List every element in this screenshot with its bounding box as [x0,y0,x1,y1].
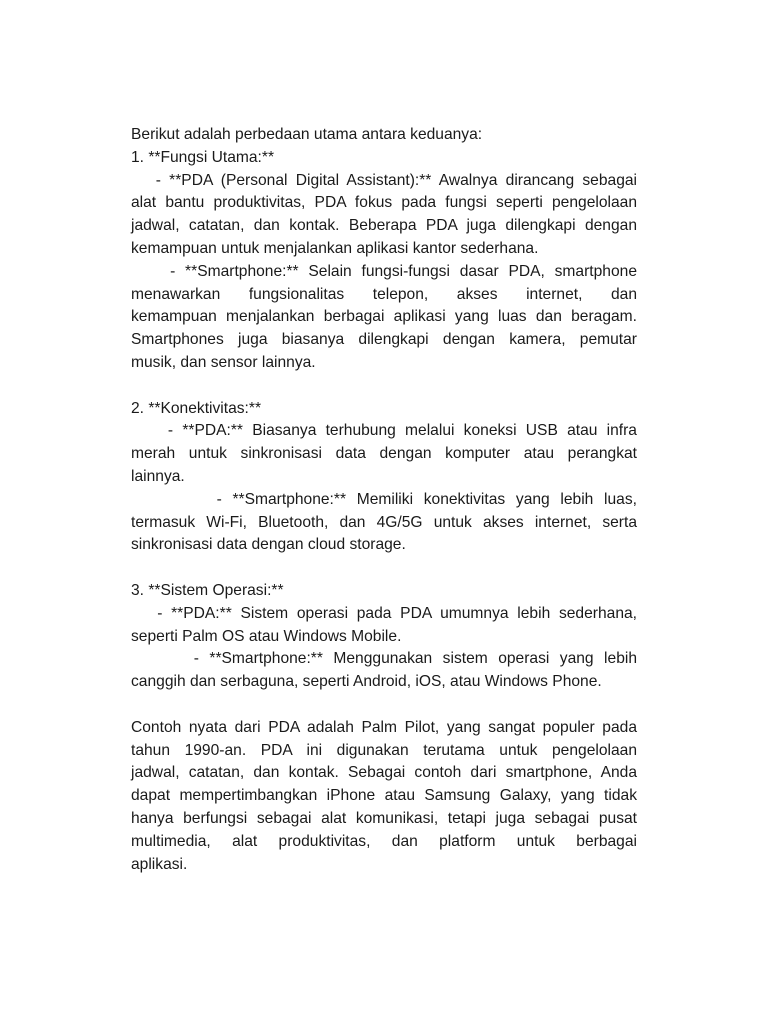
paragraph-line: menawarkan fungsionalitas telepon, akses internet, dan [131,285,637,303]
paragraph-line: musik, dan sensor lainnya. [131,353,316,371]
blank-line [131,694,637,717]
paragraph-line: alat bantu produktivitas, PDA fokus pada fungsi seperti pengelolaan [131,194,637,212]
paragraph-line: Smartphones juga biasanya dilengkapi dengan kamera, pemutar [131,331,637,349]
paragraph-line: termasuk Wi-Fi, Bluetooth, dan 4G/5G untuk akses internet, serta [131,513,637,531]
paragraph-line: jadwal, catatan, dan kontak. Sebagai contoh dari smartphone, Anda [131,764,637,782]
paragraph-line: - **Smartphone:** Menggunakan sistem operasi yang lebih [131,650,637,668]
paragraph-line: - **PDA:** Sistem operasi pada PDA umumnya lebih sederhana, [131,604,637,622]
section-heading: 3. **Sistem Operasi:** [131,581,284,599]
paragraph-line: lainnya. [131,467,185,485]
paragraph-line: multimedia, alat produktivitas, dan platform untuk berbagai [131,832,637,850]
paragraph-line: kemampuan menjalankan berbagai aplikasi yang luas dan beragam. [131,308,637,326]
paragraph-line: hanya berfungsi sebagai alat komunikasi, tetapi juga sebagai pusat [131,809,637,827]
paragraph-line: dapat mempertimbangkan iPhone atau Samsung Galaxy, yang tidak [131,787,637,805]
paragraph-line: jadwal, catatan, dan kontak. Beberapa PDA juga dilengkapi dengan [131,217,637,235]
document-body [131,124,637,876]
paragraph-line: kemampuan untuk menjalankan aplikasi kantor sederhana. [131,239,539,257]
paragraph-line: - **PDA (Personal Digital Assistant):** Awalnya dirancang sebagai [131,171,637,189]
paragraph-line: tahun 1990-an. PDA ini digunakan terutama untuk pengelolaan [131,741,637,759]
paragraph-line: sinkronisasi data dengan cloud storage. [131,536,406,554]
paragraph-line: aplikasi. [131,855,188,873]
blank-line [131,375,637,398]
paragraph-line: Contoh nyata dari PDA adalah Palm Pilot, yang sangat populer pada [131,718,637,736]
paragraph-line: seperti Palm OS atau Windows Mobile. [131,627,402,645]
paragraph-line: - **Smartphone:** Selain fungsi-fungsi dasar PDA, smartphone [131,262,637,280]
section-heading: 2. **Konektivitas:** [131,399,262,417]
paragraph-line: - **Smartphone:** Memiliki konektivitas yang lebih luas, [131,490,637,508]
intro-text: Berikut adalah perbedaan utama antara keduanya: [131,126,483,143]
paragraph-line: canggih dan serbaguna, seperti Android, iOS, atau Windows Phone. [131,673,602,691]
section-heading: 1. **Fungsi Utama:** [131,148,275,166]
paragraph-line: merah untuk sinkronisasi data dengan komputer atau perangkat [131,445,637,463]
paragraph-line: - **PDA:** Biasanya terhubung melalui koneksi USB atau infra [131,422,637,440]
blank-line [131,557,637,580]
